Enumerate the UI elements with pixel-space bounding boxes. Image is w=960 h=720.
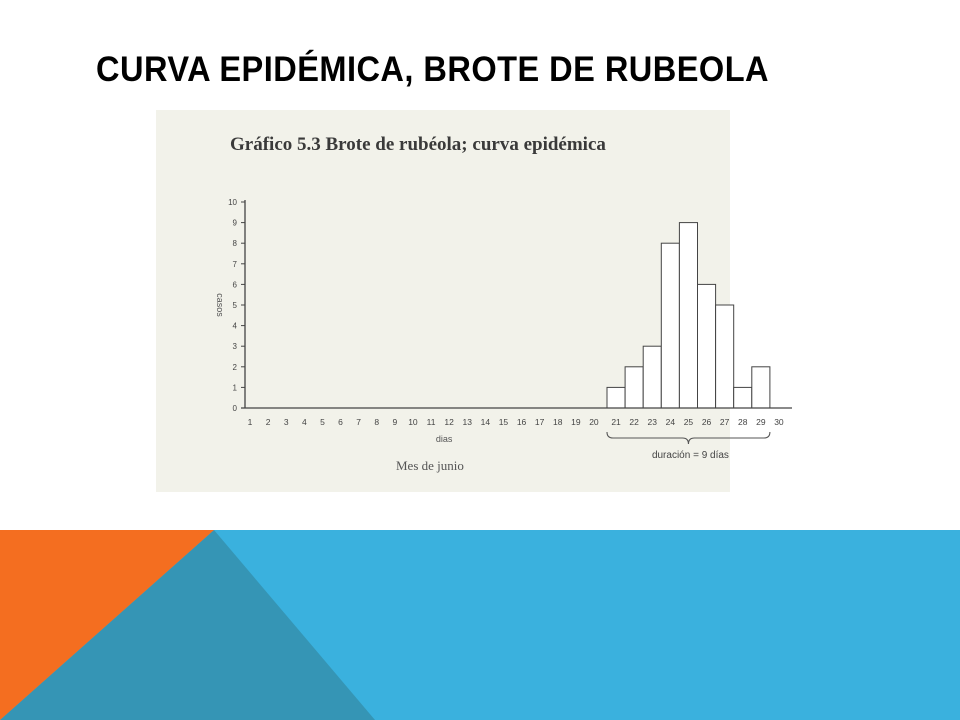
bar xyxy=(643,346,661,408)
bar xyxy=(752,367,770,408)
x-tick-label: 24 xyxy=(665,417,676,427)
x-tick-label: 17 xyxy=(534,417,545,427)
x-tick-label: 4 xyxy=(301,417,307,427)
x-tick-label: 3 xyxy=(283,417,289,427)
chart-figure xyxy=(156,110,784,492)
x-tick-label: 10 xyxy=(408,417,418,427)
x-tick-label: 20 xyxy=(589,417,599,427)
x-tick-label: 18 xyxy=(553,417,563,427)
x-tick-label: 15 xyxy=(498,417,509,427)
x-tick-label: 12 xyxy=(444,417,454,427)
y-tick-label: 6 xyxy=(232,280,237,290)
x-tick-label: 9 xyxy=(392,417,398,427)
x-tick-label: 11 xyxy=(426,417,436,427)
x-tick-label: 19 xyxy=(571,417,581,427)
bar xyxy=(698,284,716,408)
x-axis-label: dias xyxy=(435,434,453,444)
y-tick-label: 5 xyxy=(232,301,237,310)
chart-title: Gráfico 5.3 Brote de rubéola; curva epidémica xyxy=(230,134,606,155)
y-axis-label: casos xyxy=(215,293,225,317)
x-tick-label: 26 xyxy=(701,417,712,427)
bar xyxy=(607,387,625,408)
y-tick-label: 3 xyxy=(232,342,237,352)
x-tick-label: 25 xyxy=(683,417,694,427)
bar xyxy=(661,243,679,408)
x-tick-label: 22 xyxy=(629,417,639,427)
month-label: Mes de junio xyxy=(396,458,464,473)
x-tick-label: 21 xyxy=(611,417,621,427)
x-tick-label: 30 xyxy=(774,417,784,427)
y-tick-label: 1 xyxy=(232,383,237,393)
y-tick-label: 9 xyxy=(232,218,237,228)
bar xyxy=(679,223,697,408)
x-tick-label: 6 xyxy=(338,417,343,427)
bar xyxy=(716,305,734,408)
x-tick-label: 29 xyxy=(756,417,766,427)
duration-brace xyxy=(607,432,770,444)
x-tick-label: 2 xyxy=(265,417,271,427)
x-tick-label: 7 xyxy=(356,417,362,427)
x-tick-label: 13 xyxy=(462,417,472,427)
bar xyxy=(734,387,752,408)
x-tick-label: 14 xyxy=(480,417,491,427)
x-tick-label: 5 xyxy=(320,417,325,427)
decorative-banner xyxy=(0,530,960,720)
y-tick-label: 4 xyxy=(232,321,237,331)
slide-title: CURVA EPIDÉMICA, BROTE DE RUBEOLA xyxy=(96,50,770,89)
bar xyxy=(625,367,643,408)
x-tick-label: 28 xyxy=(738,417,748,427)
x-tick-label: 23 xyxy=(647,417,657,427)
x-tick-label: 8 xyxy=(374,417,380,427)
y-tick-label: 8 xyxy=(232,239,237,249)
y-tick-label: 0 xyxy=(232,404,237,413)
chart-plot xyxy=(156,110,784,492)
y-tick-label: 7 xyxy=(232,259,237,269)
y-tick-label: 10 xyxy=(228,198,237,207)
x-tick-label: 16 xyxy=(516,417,527,427)
y-tick-label: 2 xyxy=(232,362,237,372)
duration-annotation: duración = 9 días xyxy=(651,450,729,461)
x-tick-label: 27 xyxy=(719,417,730,427)
x-tick-label: 1 xyxy=(247,417,253,427)
